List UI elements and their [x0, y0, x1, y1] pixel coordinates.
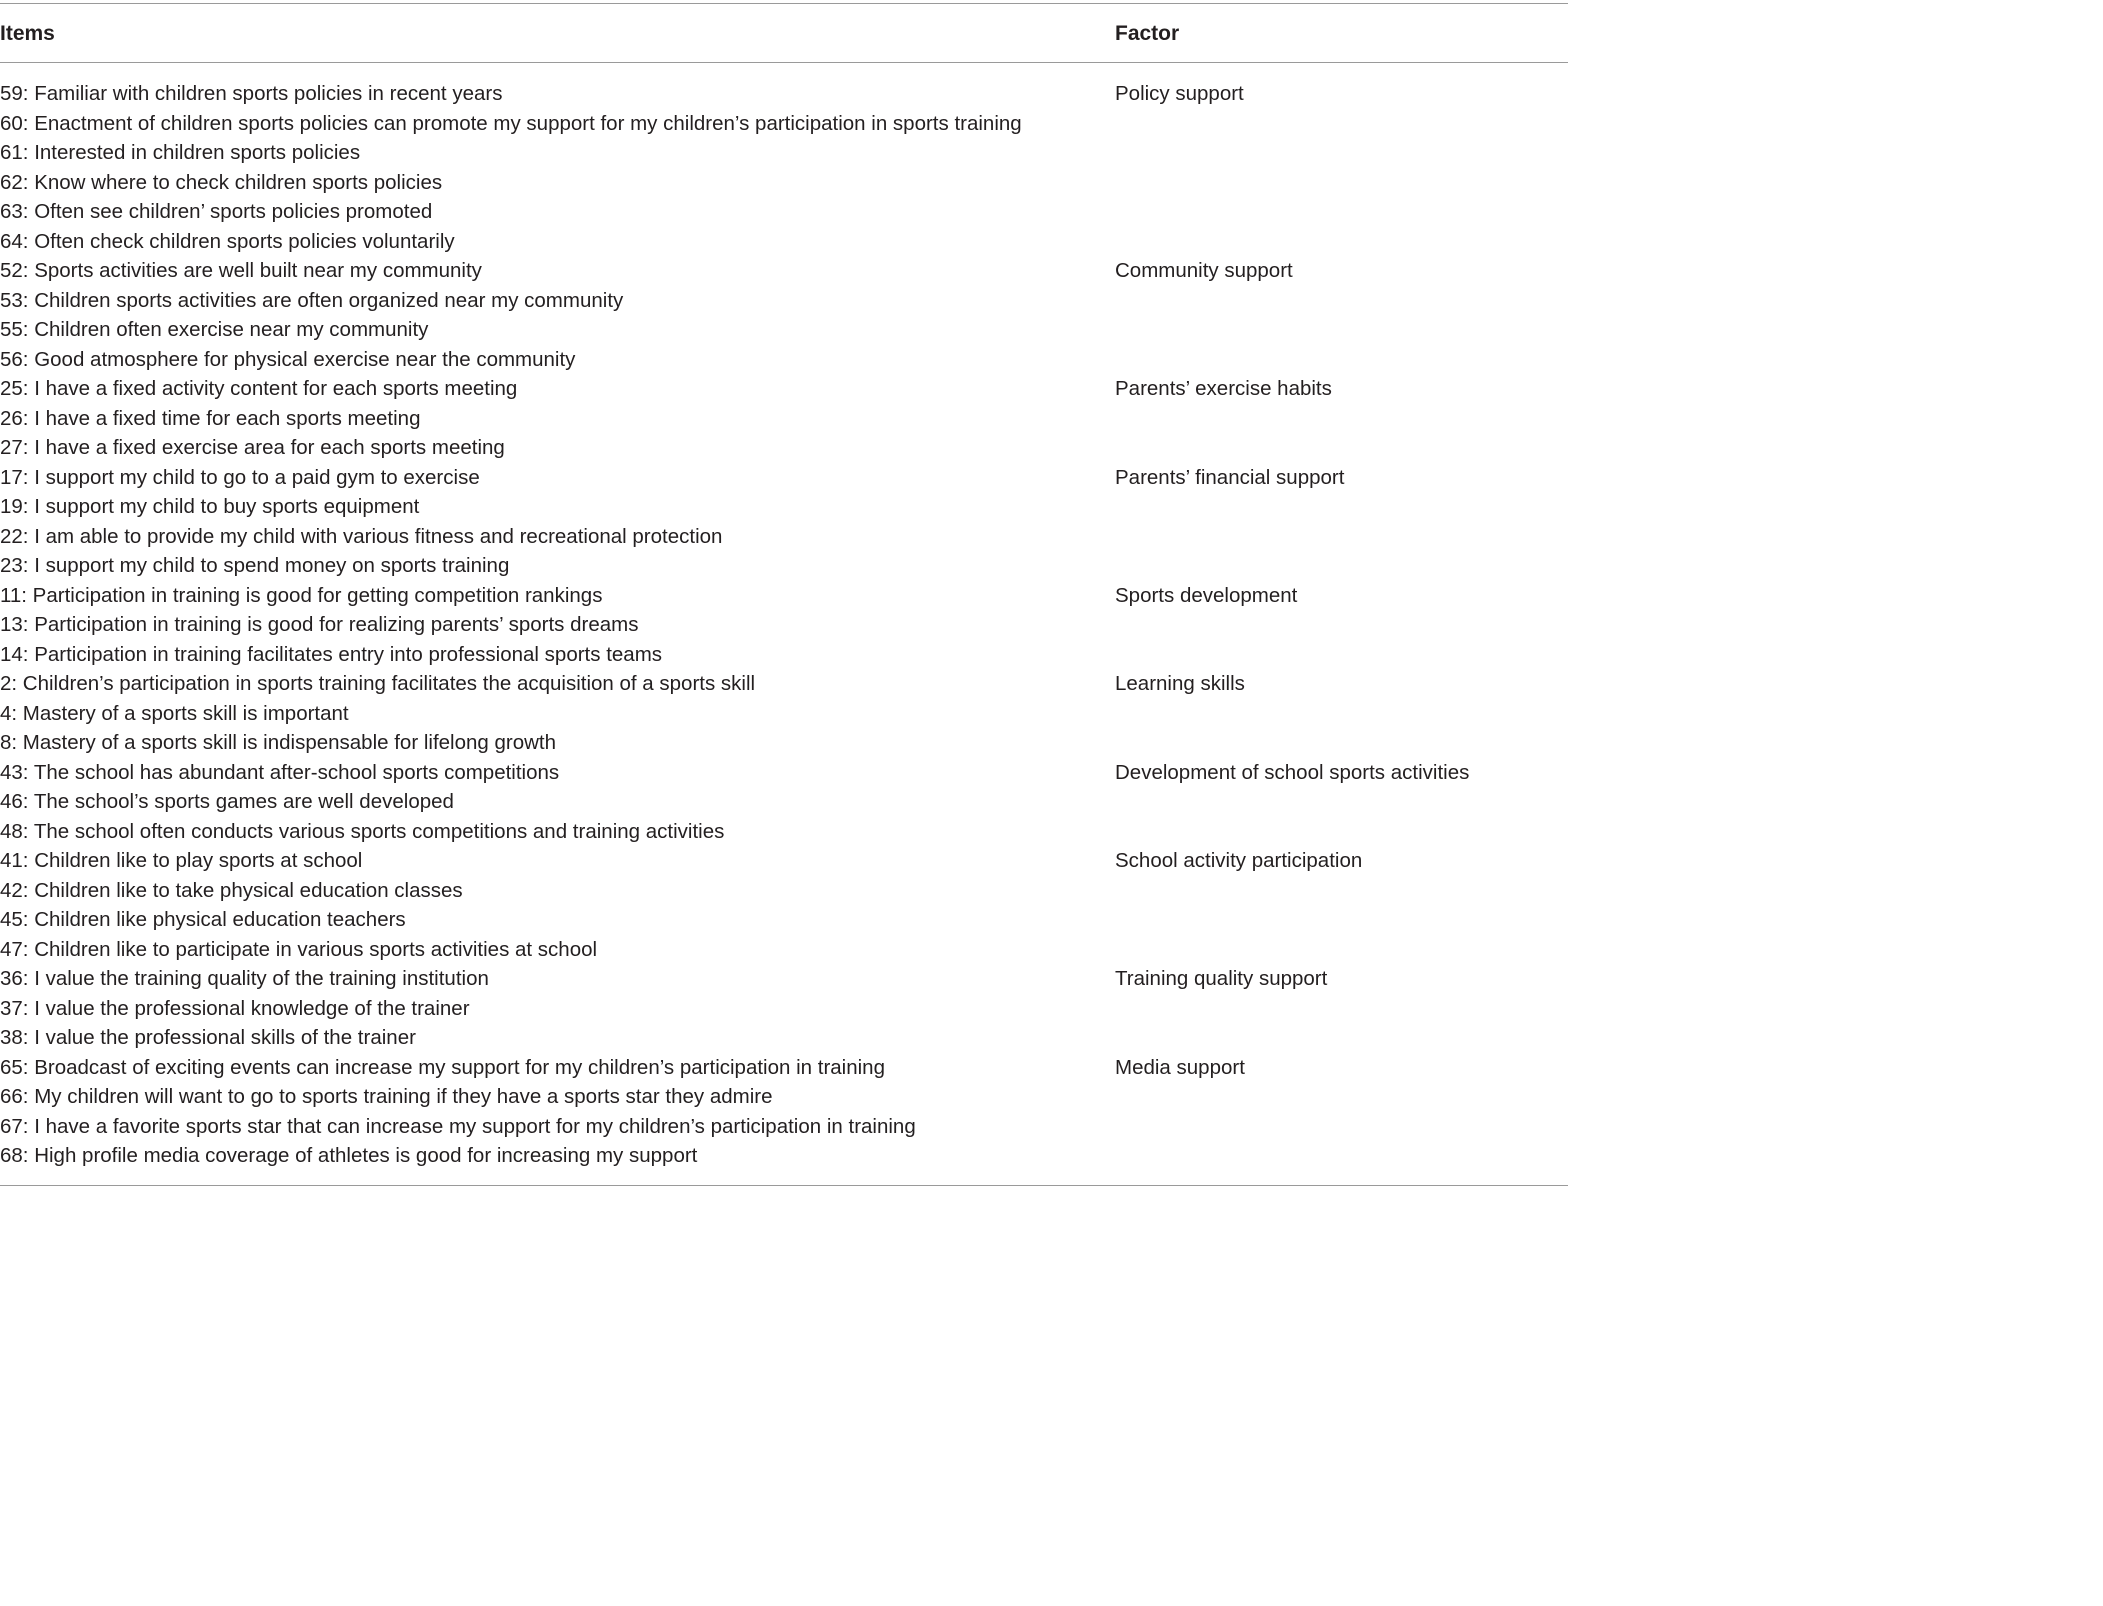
item-cell: 27: I have a fixed exercise area for each sports meeting [0, 436, 505, 459]
item-cell: 26: I have a fixed time for each sports meeting [0, 406, 421, 430]
item-cell: 68: High profile media coverage of athletes is good for increasing my support [0, 1144, 698, 1167]
item-cell: 46: The school’s sports games are well developed [0, 790, 454, 813]
table-row [0, 1053, 1568, 1083]
item-cell: 22: I am able to provide my child with various fitness and recreational protection [0, 524, 723, 548]
table-row [0, 168, 1568, 198]
item-cell: 55: Children often exercise near my community [0, 318, 429, 341]
table-row [0, 374, 1568, 404]
item-cell: 17: I support my child to go to a paid gym to exercise [0, 465, 480, 489]
item-cell: 48: The school often conducts various sports competitions and training activities [0, 819, 725, 843]
factor-cell: Parents’ financial support [1115, 465, 1345, 489]
item-cell: 59: Familiar with children sports policies in recent years [0, 82, 503, 105]
table-top-rule [0, 3, 1568, 4]
item-cell: 47: Children like to participate in various sports activities at school [0, 937, 598, 961]
item-cell: 65: Broadcast of exciting events can increase my support for my children’s participation in training [0, 1055, 885, 1079]
factor-cell: School activity participation [1115, 849, 1363, 872]
table-row [0, 610, 1568, 640]
item-cell: 67: I have a favorite sports star that can increase my support for my children’s participation in training [0, 1114, 916, 1138]
item-cell: 61: Interested in children sports policies [0, 141, 361, 164]
item-cell: 60: Enactment of children sports policies can promote my support for my children’s participation in sports training [0, 111, 1022, 135]
table-row [0, 522, 1568, 552]
table-row [0, 669, 1568, 699]
item-cell: 42: Children like to take physical education classes [0, 878, 463, 902]
factor-cell: Training quality support [1115, 967, 1328, 990]
table-row [0, 551, 1568, 581]
items-column-header: Items [0, 22, 55, 45]
item-cell: 19: I support my child to buy sports equipment [0, 495, 420, 518]
factor-cell: Policy support [1115, 82, 1244, 105]
table-row [0, 787, 1568, 817]
table-body [0, 79, 1568, 1171]
table-row [0, 964, 1568, 994]
item-cell: 14: Participation in training facilitates entry into professional sports teams [0, 642, 663, 666]
factor-cell: Media support [1115, 1055, 1245, 1079]
table-row [0, 345, 1568, 375]
table-row [0, 640, 1568, 670]
table-row [0, 433, 1568, 463]
item-cell: 43: The school has abundant after-school sports competitions [0, 760, 560, 784]
item-cell: 66: My children will want to go to sports training if they have a sports star they admire [0, 1085, 773, 1108]
factor-cell: Learning skills [1115, 672, 1245, 695]
item-cell: 64: Often check children sports policies voluntarily [0, 229, 455, 253]
item-cell: 13: Participation in training is good for realizing parents’ sports dreams [0, 613, 639, 636]
factor-column-header: Factor [1115, 22, 1180, 45]
table-row [0, 256, 1568, 286]
table-bottom-rule [0, 1185, 1568, 1186]
item-cell: 23: I support my child to spend money on sports training [0, 554, 510, 577]
table-row [0, 846, 1568, 876]
item-cell: 62: Know where to check children sports policies [0, 170, 443, 194]
table-row [0, 315, 1568, 345]
table-row [0, 227, 1568, 257]
item-cell: 37: I value the professional knowledge of the trainer [0, 996, 470, 1020]
table-row [0, 728, 1568, 758]
item-cell: 4: Mastery of a sports skill is important [0, 701, 349, 725]
table-row [0, 994, 1568, 1024]
table-row [0, 197, 1568, 227]
table-row [0, 286, 1568, 316]
table-row [0, 758, 1568, 788]
factor-cell: Community support [1115, 259, 1293, 282]
table-header-rule [0, 62, 1568, 63]
table-row [0, 817, 1568, 847]
table-row [0, 138, 1568, 168]
item-cell: 8: Mastery of a sports skill is indispensable for lifelong growth [0, 731, 557, 754]
table-row [0, 79, 1568, 109]
table-row [0, 1023, 1568, 1053]
item-cell: 41: Children like to play sports at school [0, 849, 363, 872]
table-row [0, 1141, 1568, 1171]
item-cell: 63: Often see children’ sports policies promoted [0, 200, 433, 223]
item-cell: 52: Sports activities are well built near my community [0, 259, 482, 282]
factor-cell: Parents’ exercise habits [1115, 377, 1332, 400]
table-row [0, 1112, 1568, 1142]
table-row [0, 876, 1568, 906]
factor-cell: Development of school sports activities [1115, 760, 1470, 784]
item-cell: 36: I value the training quality of the training institution [0, 967, 489, 990]
item-cell: 25: I have a fixed activity content for each sports meeting [0, 377, 518, 400]
factor-cell: Sports development [1115, 583, 1298, 607]
table-row [0, 699, 1568, 729]
table-row [0, 492, 1568, 522]
table-row [0, 404, 1568, 434]
item-cell: 56: Good atmosphere for physical exercise near the community [0, 347, 576, 371]
table-row [0, 905, 1568, 935]
table-row [0, 109, 1568, 139]
table-row [0, 935, 1568, 965]
item-cell: 11: Participation in training is good for getting competition rankings [0, 583, 603, 607]
item-cell: 38: I value the professional skills of the trainer [0, 1026, 416, 1049]
item-cell: 45: Children like physical education teachers [0, 908, 406, 931]
item-cell: 2: Children’s participation in sports training facilitates the acquisition of a sports skill [0, 672, 756, 695]
table-row [0, 463, 1568, 493]
table-row [0, 581, 1568, 611]
item-cell: 53: Children sports activities are often organized near my community [0, 288, 624, 312]
table-row [0, 1082, 1568, 1112]
